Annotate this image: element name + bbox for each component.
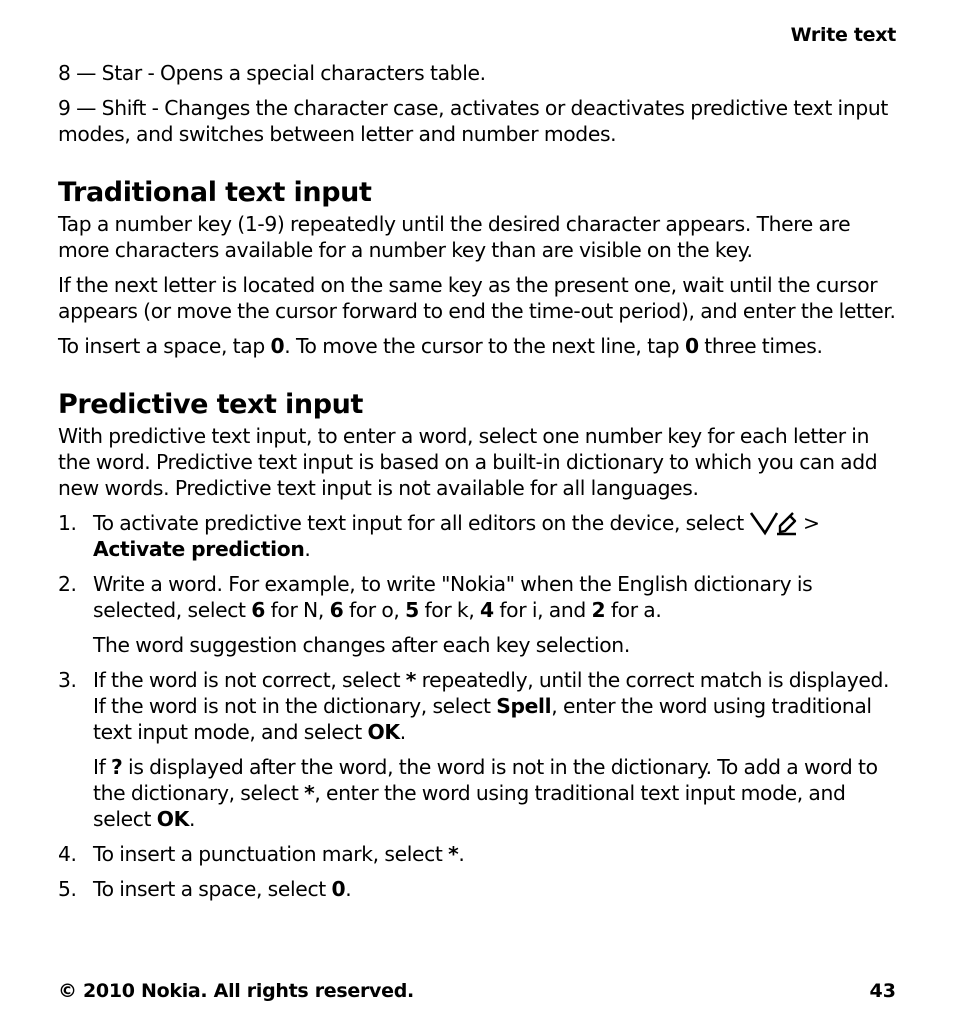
traditional-heading: Traditional text input bbox=[58, 177, 372, 208]
traditional-paragraph-1: Tap a number key (1-9) repeatedly until the desired character appears. There are more characters available for a number key than are visible on the key. bbox=[58, 212, 851, 262]
copyright-notice: © 2010 Nokia. All rights reserved. bbox=[58, 980, 414, 1002]
step-number: 3. bbox=[58, 668, 77, 692]
key-label: * bbox=[448, 842, 459, 866]
step-note: If ? is displayed after the word, the word is not in the dictionary. To add a word to the dictionary, select *, enter the word using traditional text input mode, and select OK. bbox=[93, 755, 878, 831]
traditional-paragraph-2: If the next letter is located on the same key as the present one, wait until the cursor appears (or move the cursor forward to end the time-out period), and enter the letter. bbox=[58, 273, 896, 323]
document-page bbox=[58, 0, 896, 1036]
key-label: 5 bbox=[405, 598, 419, 622]
step-number: 2. bbox=[58, 572, 77, 596]
key-label: * bbox=[304, 781, 315, 805]
step-text: To activate predictive text input for all editors on the device, select > Activate prediction. bbox=[93, 511, 820, 561]
key-label: 6 bbox=[251, 598, 266, 622]
list-item bbox=[58, 841, 896, 867]
step-text: If the word is not correct, select * repeatedly, until the correct match is displayed. If the word is not in the dictionary, select Spell, enter the word using traditional text input mode, and select OK. bbox=[93, 668, 890, 744]
running-header: Write text bbox=[790, 24, 896, 46]
key-label: * bbox=[405, 668, 417, 692]
traditional-paragraph-3: To insert a space, tap 0. To move the cursor to the next line, tap 0 three times. bbox=[58, 334, 823, 358]
list-item bbox=[58, 571, 896, 658]
step-text: To insert a punctuation mark, select *. bbox=[93, 842, 465, 866]
key-label: 0 bbox=[331, 877, 346, 901]
key-9-description: 9 — Shift - Changes the character case, activates or deactivates predictive text input modes, and switches between letter and number modes. bbox=[58, 96, 888, 146]
key-label: 0 bbox=[270, 334, 285, 358]
step-note: The word suggestion changes after each key selection. bbox=[93, 633, 630, 657]
steps-list bbox=[58, 510, 896, 902]
key-label: 2 bbox=[591, 598, 606, 622]
step-number: 4. bbox=[58, 842, 77, 866]
softkey-label: OK bbox=[156, 807, 190, 831]
menu-path-label: Activate prediction bbox=[93, 537, 305, 561]
list-item bbox=[58, 510, 896, 562]
predictive-intro: With predictive text input, to enter a word, select one number key for each letter in the word. Predictive text input is based on a built-in dictionary to which you can add new words. Predictive text input is not available for all languages. bbox=[58, 424, 878, 500]
softkey-label: OK bbox=[367, 720, 400, 744]
step-number: 5. bbox=[58, 877, 77, 901]
list-item bbox=[58, 667, 896, 832]
key-label: 0 bbox=[684, 334, 699, 358]
predictive-heading: Predictive text input bbox=[58, 389, 363, 420]
step-text: Write a word. For example, to write "Nokia" when the English dictionary is selected, select 6 for N, 6 for o, 5 for k, 4 for i, and 2 for a. bbox=[93, 572, 813, 622]
key-label: ? bbox=[111, 755, 123, 779]
page-number: 43 bbox=[869, 980, 896, 1002]
key-label: 6 bbox=[329, 598, 344, 622]
options-pen-icon bbox=[749, 510, 797, 536]
page-body bbox=[58, 60, 896, 911]
key-label: 4 bbox=[480, 598, 494, 622]
step-text: To insert a space, select 0. bbox=[93, 877, 352, 901]
key-8-description: 8 — Star - Opens a special characters table. bbox=[58, 61, 486, 85]
softkey-label: Spell bbox=[496, 694, 552, 718]
step-number: 1. bbox=[58, 511, 77, 535]
list-item bbox=[58, 876, 896, 902]
